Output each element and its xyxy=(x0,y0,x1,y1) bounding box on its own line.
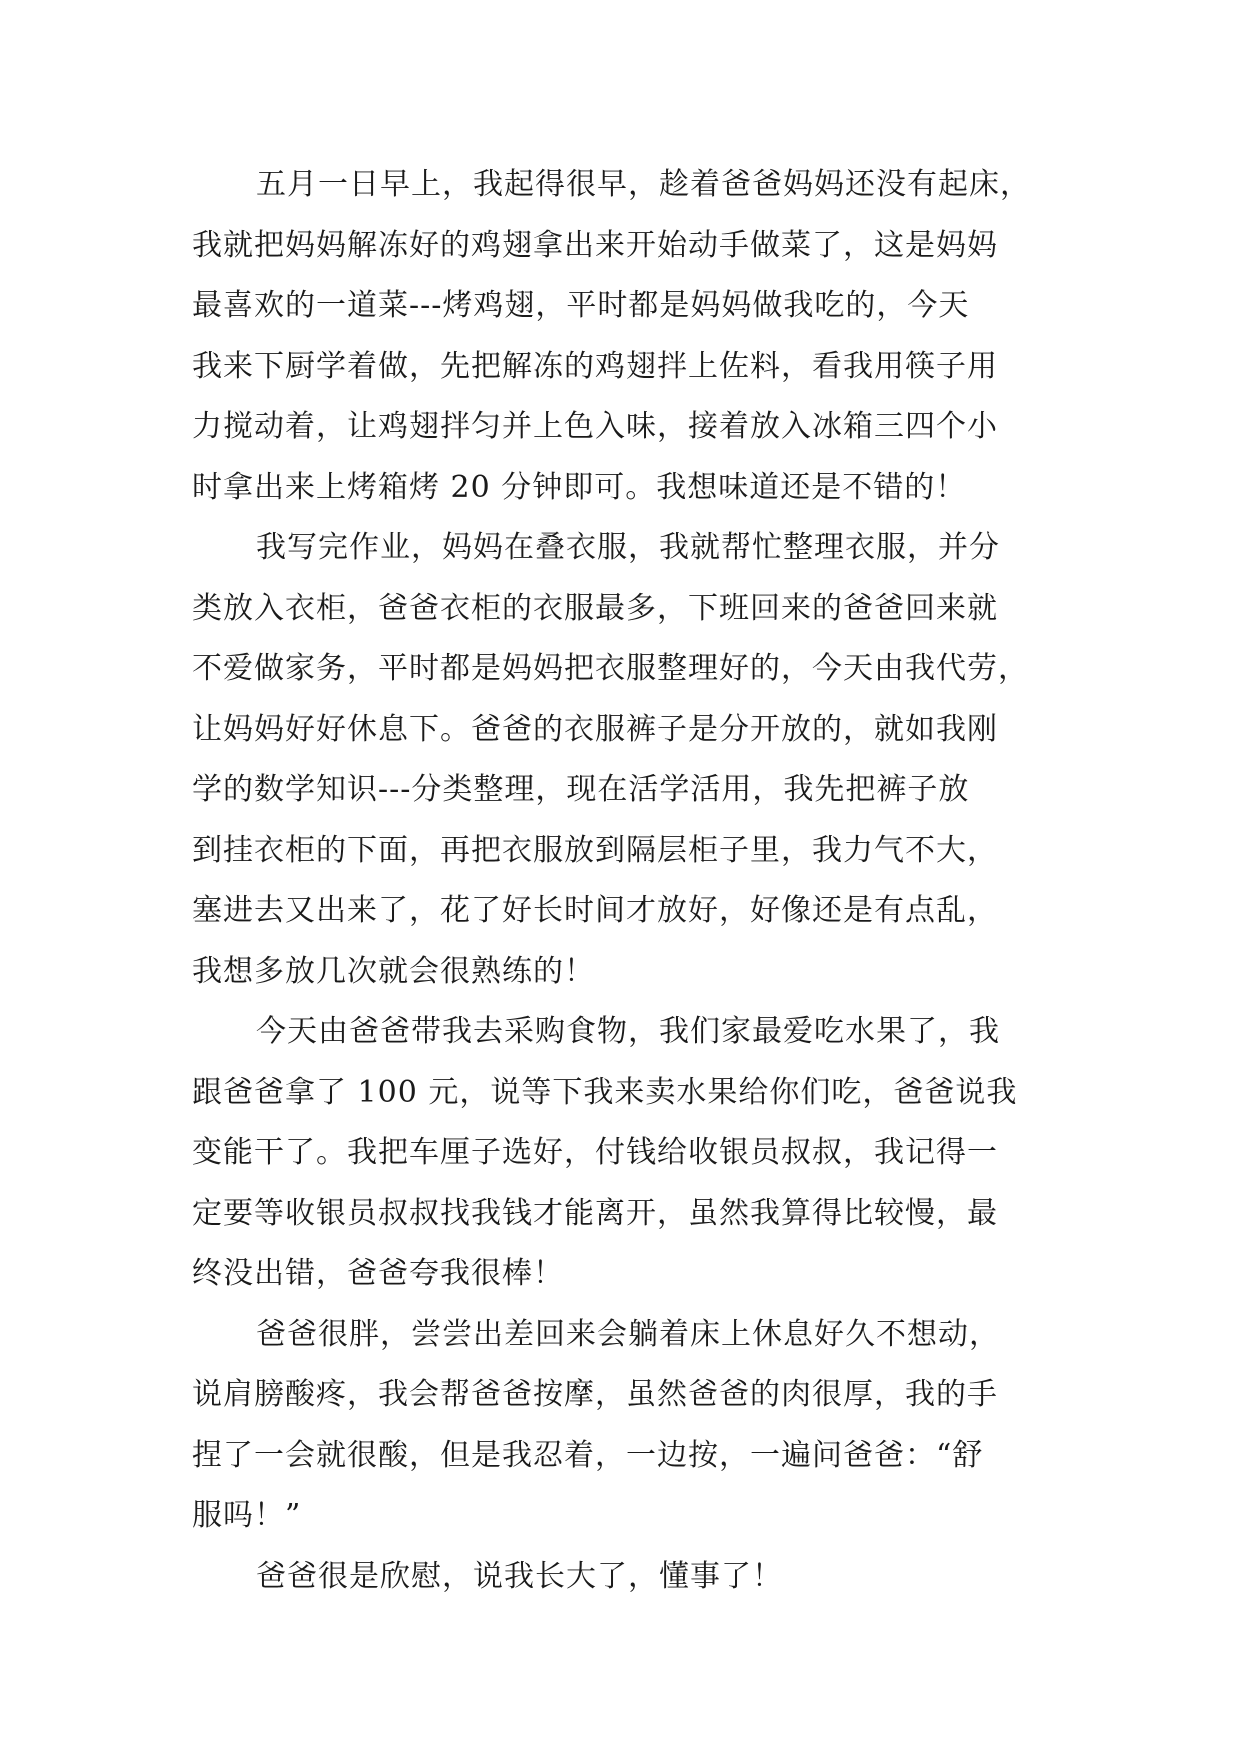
text-line: 变能干了。我把车厘子选好，付钱给收银员叔叔，我记得一 xyxy=(192,1135,998,1170)
text-line: 五月一日早上，我起得很早，趁着爸爸妈妈还没有起床， xyxy=(256,167,1031,202)
text-line: 爸爸很是欣慰，说我长大了，懂事了！ xyxy=(256,1558,783,1594)
text-line: 我来下厨学着做，先把解冻的鸡翅拌上佐料，看我用筷子用 xyxy=(192,348,998,384)
text-line: 学的数学知识---分类整理，现在活学活用，我先把裤子放 xyxy=(192,772,970,807)
text-line: 爸爸很胖，尝尝出差回来会躺着床上休息好久不想动， xyxy=(256,1316,1000,1352)
text-line: 时拿出来上烤箱烤 20 分钟即可。我想味道还是不错的！ xyxy=(192,469,967,505)
text-line: 让妈妈好好休息下。爸爸的衣服裤子是分开放的，就如我刚 xyxy=(192,711,998,747)
text-line: 终没出错，爸爸夸我很棒！ xyxy=(192,1256,564,1291)
text-line: 到挂衣柜的下面，再把衣服放到隔层柜子里，我力气不大， xyxy=(192,832,998,868)
text-line: 捏了一会就很酸，但是我忍着，一边按，一遍问爸爸：“舒 xyxy=(192,1437,984,1473)
paragraph-1 xyxy=(192,155,1052,518)
text-line: 我想多放几次就会很熟练的！ xyxy=(192,953,595,989)
text-line: 我写完作业，妈妈在叠衣服，我就帮忙整理衣服，并分 xyxy=(256,530,1000,565)
text-line: 服吗！” xyxy=(192,1498,302,1533)
text-line: 最喜欢的一道菜---烤鸡翅，平时都是妈妈做我吃的，今天 xyxy=(192,288,970,323)
document-body xyxy=(192,155,1052,1607)
text-line: 跟爸爸拿了 100 元，说等下我来卖水果给你们吃，爸爸说我 xyxy=(192,1074,1018,1110)
text-line: 定要等收银员叔叔找我钱才能离开，虽然我算得比较慢，最 xyxy=(192,1195,998,1231)
paragraph-3 xyxy=(192,1002,1052,1305)
text-line: 力搅动着，让鸡翅拌匀并上色入味，接着放入冰箱三四个小 xyxy=(192,409,998,444)
text-line: 说肩膀酸疼，我会帮爸爸按摩，虽然爸爸的肉很厚，我的手 xyxy=(192,1377,998,1412)
paragraph-4 xyxy=(192,1305,1052,1547)
paragraph-2 xyxy=(192,518,1052,1002)
text-line: 塞进去又出来了，花了好长时间才放好，好像还是有点乱， xyxy=(192,893,998,928)
paragraph-5 xyxy=(192,1547,1052,1608)
text-line: 不爱做家务，平时都是妈妈把衣服整理好的，今天由我代劳， xyxy=(192,651,1029,686)
text-line: 今天由爸爸带我去采购食物，我们家最爱吃水果了，我 xyxy=(256,1014,1000,1049)
text-line: 类放入衣柜，爸爸衣柜的衣服最多，下班回来的爸爸回来就 xyxy=(192,590,998,626)
text-line: 我就把妈妈解冻好的鸡翅拿出来开始动手做菜了，这是妈妈 xyxy=(192,227,998,263)
